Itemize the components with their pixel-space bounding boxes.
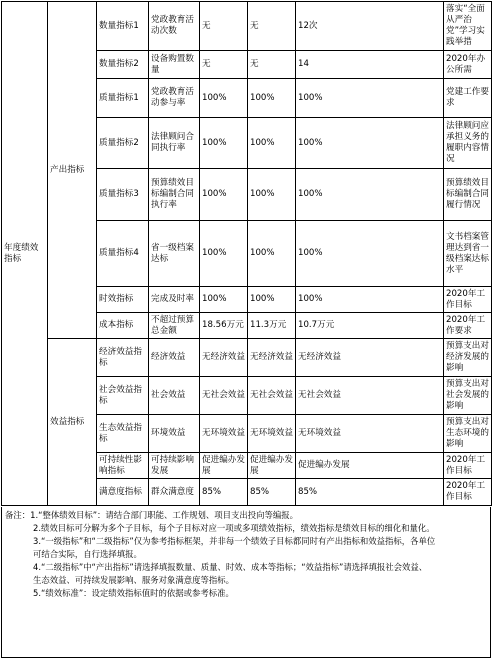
indicator-name: 质量指标3 xyxy=(97,169,149,221)
indicator-value: 100% xyxy=(248,221,296,287)
indicator-value: 18.56万元 xyxy=(200,313,248,339)
indicator-value: 100% xyxy=(248,118,296,169)
indicator-basis: 党建工作要求 xyxy=(444,79,492,118)
indicator-value: 100% xyxy=(248,79,296,118)
indicator-value: 无环境效益 xyxy=(248,415,296,453)
indicator-basis: 预算绩效目标编制合同履行情况 xyxy=(444,169,492,221)
indicator-value: 无经济效益 xyxy=(296,339,444,377)
indicator-name: 数量指标1 xyxy=(97,2,149,51)
indicator-desc: 环境效益 xyxy=(149,415,200,453)
indicator-value: 促进编办发展 xyxy=(248,453,296,479)
indicator-value: 11.3万元 xyxy=(248,313,296,339)
indicator-basis: 2020年工作目标 xyxy=(444,287,492,313)
indicator-value: 无社会效益 xyxy=(200,377,248,415)
indicator-value: 无 xyxy=(248,51,296,79)
indicator-value: 85% xyxy=(200,479,248,506)
indicator-name: 数量指标2 xyxy=(97,51,149,79)
indicator-basis: 预算支出对经济发展的影响 xyxy=(444,339,492,377)
note-2: 2.绩效目标可分解为多个子目标，每个子目标对应一项或多项绩效指标，绩效指标是绩效目标的细化和量化。 xyxy=(33,523,435,533)
indicator-value: 无社会效益 xyxy=(296,377,444,415)
indicator-value: 10.7万元 xyxy=(296,313,444,339)
indicator-value: 100% xyxy=(200,118,248,169)
note-3: 3.“一级指标”和“二级指标”仅为参考指标框架，并非每一个绩效子目标都同时有产出指标和效益指标，各单位 xyxy=(33,536,436,546)
indicator-value: 无环境效益 xyxy=(200,415,248,453)
indicator-value: 无社会效益 xyxy=(248,377,296,415)
indicator-value: 无 xyxy=(200,51,248,79)
indicator-value: 促进编办发展 xyxy=(200,453,248,479)
indicator-value: 100% xyxy=(296,79,444,118)
indicator-name: 质量指标2 xyxy=(97,118,149,169)
indicator-desc: 党政教育活动参与率 xyxy=(149,79,200,118)
indicator-desc: 经济效益 xyxy=(149,339,200,377)
level1-annual-cell: 年度绩效指标 xyxy=(2,2,48,506)
indicator-value: 100% xyxy=(296,169,444,221)
indicator-name: 社会效益指标 xyxy=(97,377,149,415)
indicator-basis: 2020年办公所需 xyxy=(444,51,492,79)
indicator-value: 无经济效益 xyxy=(200,339,248,377)
indicator-basis: 2020年工作要求 xyxy=(444,313,492,339)
notes-section xyxy=(1,507,491,658)
indicator-name: 经济效益指标 xyxy=(97,339,149,377)
indicator-value: 14 xyxy=(296,51,444,79)
indicator-name: 生态效益指标 xyxy=(97,415,149,453)
indicator-name: 可持续性影响指标 xyxy=(97,453,149,479)
indicator-value: 无 xyxy=(248,2,296,51)
indicator-basis: 2020年工作目标 xyxy=(444,479,492,506)
indicator-value: 100% xyxy=(248,169,296,221)
indicator-name: 满意度指标 xyxy=(97,479,149,506)
note-5: 5.“绩效标准”：设定绩效指标值时的依据或参考标准。 xyxy=(33,588,234,598)
indicator-value: 100% xyxy=(200,221,248,287)
indicator-value: 12次 xyxy=(296,2,444,51)
indicator-desc: 党政教育活动次数 xyxy=(149,2,200,51)
indicator-value: 100% xyxy=(248,287,296,313)
indicator-value: 无 xyxy=(200,2,248,51)
indicator-desc: 法律顾问合同执行率 xyxy=(149,118,200,169)
indicator-value: 无环境效益 xyxy=(296,415,444,453)
level1-benefit-cell: 效益指标 xyxy=(48,339,97,506)
indicator-desc: 不超过预算总金额 xyxy=(149,313,200,339)
note-1: 备注：1.“整体绩效目标”：请结合部门职能、工作规划、项目支出投向等编报。 xyxy=(5,510,299,520)
indicator-name: 质量指标1 xyxy=(97,79,149,118)
level1-output-cell: 产出指标 xyxy=(48,2,97,339)
performance-indicator-table xyxy=(1,1,492,506)
indicator-value: 100% xyxy=(200,287,248,313)
indicator-basis: 预算支出对生态环境的影响 xyxy=(444,415,492,453)
indicator-value: 100% xyxy=(296,221,444,287)
indicator-name: 时效指标 xyxy=(97,287,149,313)
note-3-continued: 可结合实际，自行选择填报。 xyxy=(33,549,142,559)
indicator-value: 100% xyxy=(200,79,248,118)
note-4: 4.“二级指标”中“产出指标”请选择填报数量、质量、时效、成本等指标；“效益指标”请选择填报社会效益、 xyxy=(33,562,428,572)
indicator-desc: 可持续影响发展 xyxy=(149,453,200,479)
indicator-value: 促进编办发展 xyxy=(296,453,444,479)
indicator-desc: 省一级档案达标 xyxy=(149,221,200,287)
indicator-desc: 设备购置数量 xyxy=(149,51,200,79)
indicator-desc: 完成及时率 xyxy=(149,287,200,313)
indicator-value: 100% xyxy=(296,287,444,313)
indicator-name: 质量指标4 xyxy=(97,221,149,287)
indicator-value: 无经济效益 xyxy=(248,339,296,377)
indicator-value: 85% xyxy=(296,479,444,506)
table-row xyxy=(2,339,492,377)
note-4-continued: 生态效益、可持续发展影响、服务对象满意度等指标。 xyxy=(33,575,234,585)
indicator-value: 85% xyxy=(248,479,296,506)
indicator-basis: 预算支出对社会发展的影响 xyxy=(444,377,492,415)
indicator-desc: 群众满意度 xyxy=(149,479,200,506)
indicator-basis: 2020年工作目标 xyxy=(444,453,492,479)
indicator-name: 成本指标 xyxy=(97,313,149,339)
indicator-value: 100% xyxy=(296,118,444,169)
table-row xyxy=(2,2,492,51)
indicator-basis: 法律顾问应承担义务的履职内容情况 xyxy=(444,118,492,169)
indicator-desc: 社会效益 xyxy=(149,377,200,415)
indicator-desc: 预算绩效目标编制合同执行率 xyxy=(149,169,200,221)
indicator-value: 100% xyxy=(200,169,248,221)
indicator-basis: 文书档案管理达到省一级档案达标水平 xyxy=(444,221,492,287)
indicator-basis: 落实“全面从严治党”学习实践举措 xyxy=(444,2,492,51)
